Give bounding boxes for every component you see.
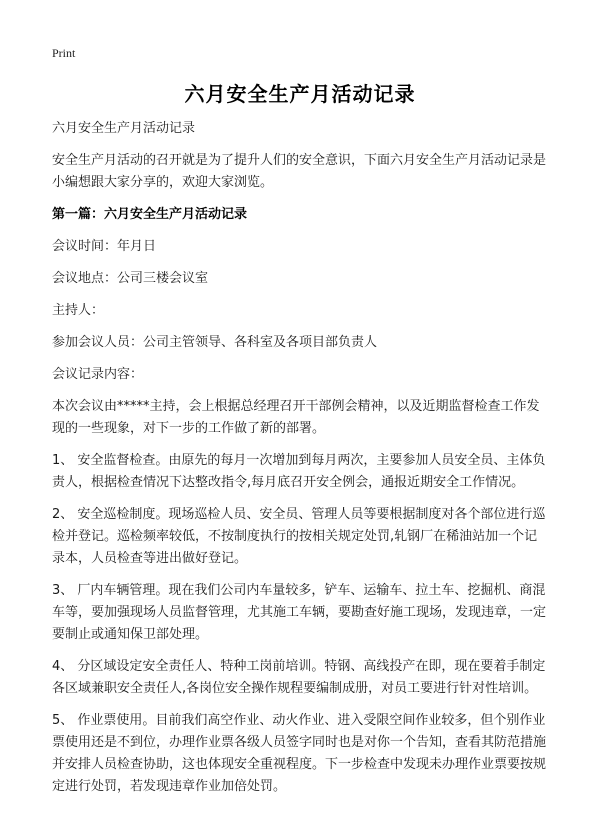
section-heading: 第一篇：六月安全生产月活动记录 (52, 207, 248, 222)
meeting-location: 会议地点：公司三楼会议室 (52, 271, 209, 286)
document-body (52, 118, 548, 808)
subtitle-paragraph: 六月安全生产月活动记录 (52, 121, 196, 136)
meeting-summary-paragraph: 本次会议由*****主持，会上根据总经理召开干部例会精神，以及近期监督检查工作发现的一些现象，对下一步的工作做了新的部署。 (52, 399, 540, 436)
item-paragraph: 4、 分区域设定安全责任人、特种工岗前培训。特钢、高线投产在即，现在要着手制定各区域兼职安全责任人,各岗位安全操作规程要编制成册，对员工要进行针对性培训。 (52, 659, 546, 696)
item-paragraph: 1、 安全监督检查。由原先的每月一次增加到每月两次，主要参加人员安全员、主体负责人，根据检查情况下达整改指令,每月底召开安全例会，通报近期安全工作情况。 (52, 453, 546, 490)
meeting-host: 主持人： (52, 303, 105, 318)
print-link[interactable]: Print (52, 46, 76, 60)
intro-paragraph: 安全生产月活动的召开就是为了提升人们的安全意识，下面六月安全生产月活动记录是小编想跟大家分享的，欢迎大家浏览。 (52, 153, 547, 190)
item-paragraph: 2、 安全巡检制度。现场巡检人员、安全员、管理人员等要根据制度对各个部位进行巡检并登记。巡检频率较低，不按制度执行的按相关规定处罚,轧钢厂在稀油站加一个记录本，人员检查等进出做好登记。 (52, 507, 546, 566)
document-title: 六月安全生产月活动记录 (184, 82, 416, 106)
meeting-record-label: 会议记录内容： (52, 367, 144, 382)
item-paragraph: 3、 厂内车辆管理。现在我们公司内车量较多，铲车、运输车、拉土车、挖掘机、商混车等，要加强现场人员监督管理，尤其施工车辆，要勘查好施工现场，发现违章，一定要制止或通知保卫部处理。 (52, 583, 547, 642)
meeting-attendees: 参加会议人员：公司主管领导、各科室及各项目部负责人 (52, 335, 378, 350)
meeting-time: 会议时间：年月日 (52, 239, 157, 254)
item-paragraph: 5、 作业票使用。目前我们高空作业、动火作业、进入受限空间作业较多，但个别作业票使用还是不到位，办理作业票各级人员签字同时也是对你一个告知，查看其防范措施并安排人员检查协助，这也体现安全重视程度。下一步检查中发现未办理作业票要按规定进行处罚，若发现违章作业加倍处罚。 (52, 713, 547, 794)
